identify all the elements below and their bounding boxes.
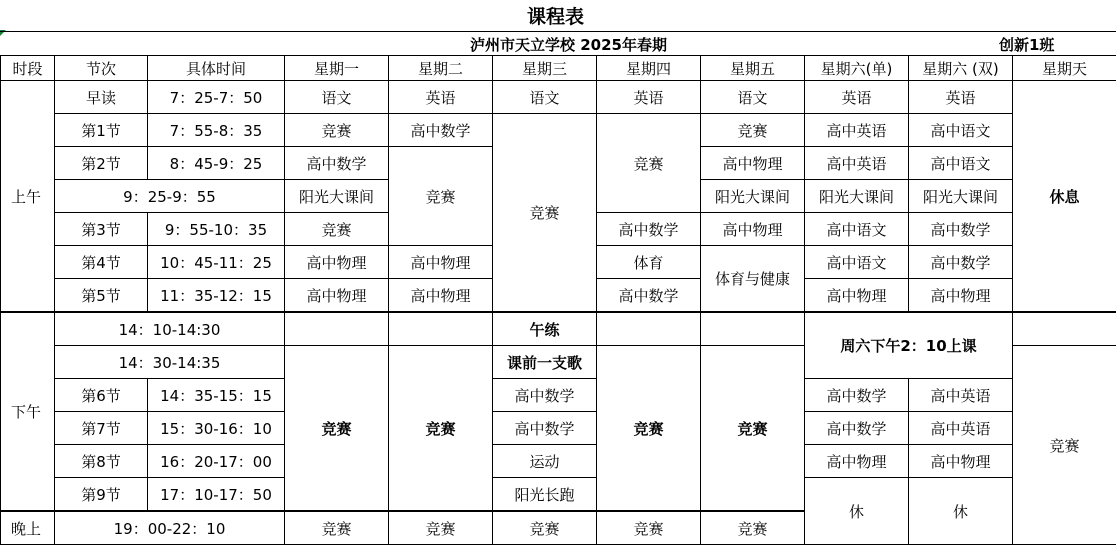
school-term: 泸州市天立学校 2025年春期 [470,34,667,55]
table-row [1,312,1116,346]
table-row [1,114,1116,147]
cell[interactable]: 高中物理 [285,279,389,313]
cell[interactable] [285,312,389,346]
class-name: 创新1班 [999,34,1054,55]
cell[interactable]: 第5节 [55,279,148,313]
cell[interactable]: 高中物理 [389,279,493,313]
header-cell[interactable]: 具体时间 [148,56,285,81]
header-cell[interactable]: 星期一 [285,56,389,81]
cell[interactable]: 高中英语 [805,147,909,180]
cell[interactable]: 第8节 [55,445,148,478]
cell[interactable]: 19：00-22：10 [55,511,285,545]
cell[interactable]: 高中数学 [805,379,909,412]
cell[interactable]: 14：10-14:30 [55,312,285,346]
cell[interactable] [597,312,701,346]
table-row [1,478,1116,512]
title-row [0,0,1116,31]
cell[interactable]: 英语 [389,81,493,114]
cell[interactable]: 8：45-9：25 [148,147,285,180]
cell[interactable]: 高中物理 [805,445,909,478]
cell[interactable]: 运动 [493,445,597,478]
header-cell[interactable]: 节次 [55,56,148,81]
cell[interactable]: 英语 [805,81,909,114]
cell[interactable]: 竞赛 [597,346,701,512]
cell[interactable]: 9：25-9：55 [55,180,285,213]
cell[interactable]: 阳光大课间 [701,180,805,213]
cell[interactable]: 课前一支歌 [493,346,597,379]
cell[interactable]: 竞赛 [493,114,597,313]
cell[interactable]: 高中数学 [597,279,701,313]
cell[interactable]: 高中语文 [805,246,909,279]
header-row [1,56,1116,81]
cell[interactable] [389,312,493,346]
cell[interactable]: 高中数学 [285,147,389,180]
cell[interactable]: 竞赛 [701,346,805,512]
cell[interactable]: 竞赛 [285,114,389,147]
header-cell[interactable]: 星期六 (双) [909,56,1013,81]
table-row [1,379,1116,412]
cell[interactable]: 竞赛 [493,511,597,545]
cell[interactable]: 高中物理 [285,246,389,279]
cell[interactable]: 高中英语 [909,412,1013,445]
cell[interactable] [701,312,805,346]
cell-sunday-rest[interactable]: 休息 [1013,81,1116,313]
cell[interactable]: 竞赛 [285,346,389,512]
cell[interactable]: 高中物理 [805,279,909,313]
cell[interactable]: 第3节 [55,213,148,246]
cell[interactable]: 竞赛 [701,511,805,545]
header-cell[interactable]: 星期天 [1013,56,1116,81]
cell[interactable]: 高中物理 [909,445,1013,478]
table-row [1,81,1116,114]
cell[interactable]: 高中物理 [701,213,805,246]
cell[interactable]: 第2节 [55,147,148,180]
period-morning[interactable]: 上午 [1,81,55,313]
header-cell[interactable]: 星期二 [389,56,493,81]
cell[interactable]: 第4节 [55,246,148,279]
cell[interactable]: 竞赛 [285,511,389,545]
cell[interactable]: 第6节 [55,379,148,412]
cell[interactable]: 竞赛 [597,511,701,545]
cell[interactable]: 高中数学 [389,114,493,147]
cell[interactable]: 语文 [285,81,389,114]
cell[interactable]: 第1节 [55,114,148,147]
cell[interactable]: 高中英语 [909,379,1013,412]
cell[interactable]: 高中物理 [389,246,493,279]
cell[interactable]: 午练 [493,312,597,346]
cell[interactable]: 7：55-8：35 [148,114,285,147]
cell[interactable]: 高中语文 [805,213,909,246]
cell[interactable]: 7：25-7：50 [148,81,285,114]
cell[interactable]: 休 [909,478,1013,545]
cell[interactable]: 10：45-11：25 [148,246,285,279]
cell[interactable]: 阳光大课间 [285,180,389,213]
cell[interactable]: 竞赛 [597,114,701,213]
cell[interactable]: 阳光长跑 [493,478,597,512]
cell[interactable]: 高中数学 [597,213,701,246]
cell[interactable]: 高中语文 [909,114,1013,147]
cell[interactable] [1013,312,1116,346]
cell[interactable]: 英语 [597,81,701,114]
cell[interactable]: 竞赛 [1013,346,1116,545]
cell[interactable]: 体育 [597,246,701,279]
cell[interactable]: 早读 [55,81,148,114]
table-row [1,445,1116,478]
cell[interactable]: 高中英语 [805,114,909,147]
cell[interactable]: 17：10-17：50 [148,478,285,512]
header-cell[interactable]: 星期五 [701,56,805,81]
header-cell[interactable]: 星期三 [493,56,597,81]
period-evening[interactable]: 晚上 [1,511,55,545]
cell[interactable]: 竞赛 [285,213,389,246]
header-cell[interactable]: 星期六(单) [805,56,909,81]
cell[interactable]: 高中数学 [805,412,909,445]
cell[interactable]: 第7节 [55,412,148,445]
cell[interactable]: 体育与健康 [701,246,805,313]
table-row [1,412,1116,445]
header-cell[interactable]: 时段 [1,56,55,81]
period-afternoon[interactable]: 下午 [1,312,55,511]
cell[interactable]: 语文 [493,81,597,114]
cell[interactable]: 竞赛 [701,114,805,147]
cell[interactable]: 14：30-14:35 [55,346,285,379]
cell[interactable]: 第9节 [55,478,148,512]
cell[interactable]: 高中物理 [909,279,1013,313]
cell[interactable]: 高中语文 [909,147,1013,180]
cell[interactable]: 竞赛 [389,346,493,512]
cell[interactable]: 语文 [701,81,805,114]
cell[interactable]: 14：35-15：15 [148,379,285,412]
cell[interactable]: 15：30-16：10 [148,412,285,445]
cell[interactable]: 高中数学 [493,379,597,412]
subtitle-row [0,31,1116,56]
cell[interactable]: 竞赛 [389,511,493,545]
cell[interactable]: 高中数学 [909,213,1013,246]
cell[interactable]: 英语 [909,81,1013,114]
cell[interactable]: 休 [805,478,909,545]
cell[interactable]: 竞赛 [389,147,493,246]
schedule-table [0,55,1116,545]
cell[interactable]: 16：20-17：00 [148,445,285,478]
cell[interactable]: 高中数学 [909,246,1013,279]
cell[interactable]: 阳光大课间 [909,180,1013,213]
cell[interactable]: 11：35-12：15 [148,279,285,313]
cell[interactable]: 高中数学 [493,412,597,445]
cell-saturday-note[interactable]: 周六下午2：10上课 [805,312,1013,379]
cell[interactable]: 9：55-10：35 [148,213,285,246]
cell[interactable]: 高中物理 [701,147,805,180]
page-title: 课程表 [527,2,584,29]
header-cell[interactable]: 星期四 [597,56,701,81]
cell[interactable]: 阳光大课间 [805,180,909,213]
